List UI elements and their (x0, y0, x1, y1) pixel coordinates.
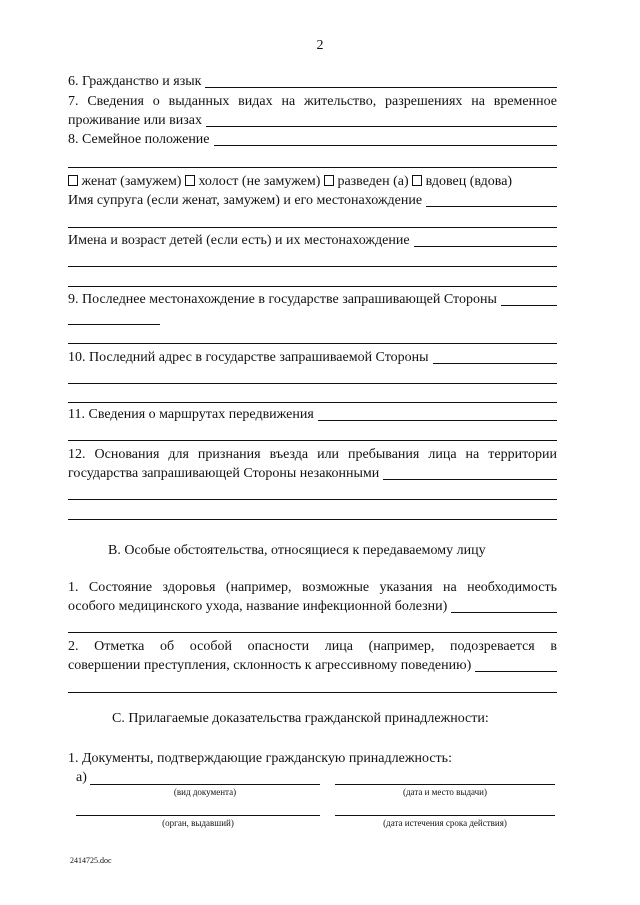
residence-label-line1: 7. Сведения о выданных видах на жительство, разрешениях на временное (68, 94, 557, 109)
danger-label-line1: 2. Отметка об особой опасности лица (например, подозревается в (68, 639, 557, 654)
children-field (68, 233, 557, 249)
children-blank-line-1 (68, 266, 557, 267)
widowed-checkbox[interactable] (412, 175, 422, 186)
item-a-label: а) (76, 770, 87, 785)
children-blank-line-2 (68, 286, 557, 287)
married-checkbox[interactable] (68, 175, 78, 186)
danger-blank-line (68, 692, 557, 693)
citizenship-line (205, 86, 557, 88)
doc-type-line[interactable] (90, 784, 320, 785)
expiry-line[interactable] (335, 815, 555, 816)
date-place-line[interactable] (335, 784, 555, 785)
health-blank-line (68, 632, 557, 633)
grounds-line (383, 478, 557, 480)
routes-field (68, 407, 557, 423)
last-address-blank-line-2 (68, 402, 557, 403)
citizenship-field (68, 74, 557, 90)
health-line (451, 611, 557, 613)
grounds-label-line2: государства запрашивающей Стороны незаконными (68, 466, 380, 481)
grounds-label-line1: 12. Основания для признания въезда или пребывания лица на территории (68, 447, 557, 462)
marital-options (68, 174, 557, 190)
marital-line (214, 144, 557, 146)
last-location-blank-line-short (68, 324, 160, 325)
children-label: Имена и возраст детей (если есть) и их местонахождение (68, 233, 410, 248)
grounds-field (68, 466, 557, 482)
last-address-line (433, 362, 557, 364)
date-place-caption: (дата и место выдачи) (402, 787, 487, 797)
last-address-field (68, 350, 557, 366)
issuer-caption: (орган, выдавший) (162, 818, 234, 828)
spouse-line (426, 205, 557, 207)
divorced-label: разведен (а) (337, 174, 409, 189)
last-location-label: 9. Последнее местонахождение в государстве запрашивающей Стороны (68, 292, 497, 307)
single-checkbox[interactable] (185, 175, 195, 186)
marital-blank-line (68, 167, 557, 168)
footer-filename: 2414725.doc (70, 856, 112, 865)
marital-label: 8. Семейное положение (68, 132, 210, 147)
divorced-checkbox[interactable] (324, 175, 334, 186)
danger-field (68, 658, 557, 674)
routes-label: 11. Сведения о маршрутах передвижения (68, 407, 314, 422)
last-location-line (501, 304, 557, 306)
page-number: 2 (316, 38, 324, 53)
last-location-field (68, 292, 557, 308)
issuer-line[interactable] (76, 815, 320, 816)
doc-type-caption: (вид документа) (173, 787, 237, 797)
last-location-blank-line (68, 343, 557, 344)
residence-field (68, 113, 557, 129)
grounds-blank-line-2 (68, 519, 557, 520)
last-address-label: 10. Последний адрес в государстве запрашиваемой Стороны (68, 350, 429, 365)
danger-label-line2: совершении преступления, склонность к агрессивному поведению) (68, 658, 472, 673)
children-line (414, 245, 557, 247)
routes-blank-line (68, 440, 557, 441)
last-address-blank-line-1 (68, 383, 557, 384)
residence-label-line2: проживание или визах (68, 113, 202, 128)
health-label-line1: 1. Состояние здоровья (например, возможные указания на необходимость (68, 580, 557, 595)
residence-line (206, 125, 557, 127)
single-label: холост (не замужем) (198, 174, 321, 189)
spouse-label: Имя супруга (если женат, замужем) и его местонахождение (68, 193, 423, 208)
expiry-caption: (дата истечения срока действия) (383, 818, 507, 828)
danger-line (475, 670, 557, 672)
spouse-field (68, 193, 557, 209)
section-c-heading: C. Прилагаемые доказательства гражданской принадлежности: (112, 711, 489, 726)
marital-field (68, 132, 557, 148)
routes-line (318, 419, 557, 421)
health-field (68, 599, 557, 615)
citizenship-label: 6. Гражданство и язык (68, 74, 202, 89)
spouse-blank-line (68, 227, 557, 228)
documents-label: 1. Документы, подтверждающие гражданскую принадлежность: (68, 751, 452, 766)
married-label: женат (замужем) (81, 174, 182, 189)
health-label-line2: особого медицинского ухода, название инфекционной болезни) (68, 599, 448, 614)
section-b-heading: B. Особые обстоятельства, относящиеся к передаваемому лицу (108, 543, 486, 558)
grounds-blank-line-1 (68, 499, 557, 500)
widowed-label: вдовец (вдова) (425, 174, 513, 189)
